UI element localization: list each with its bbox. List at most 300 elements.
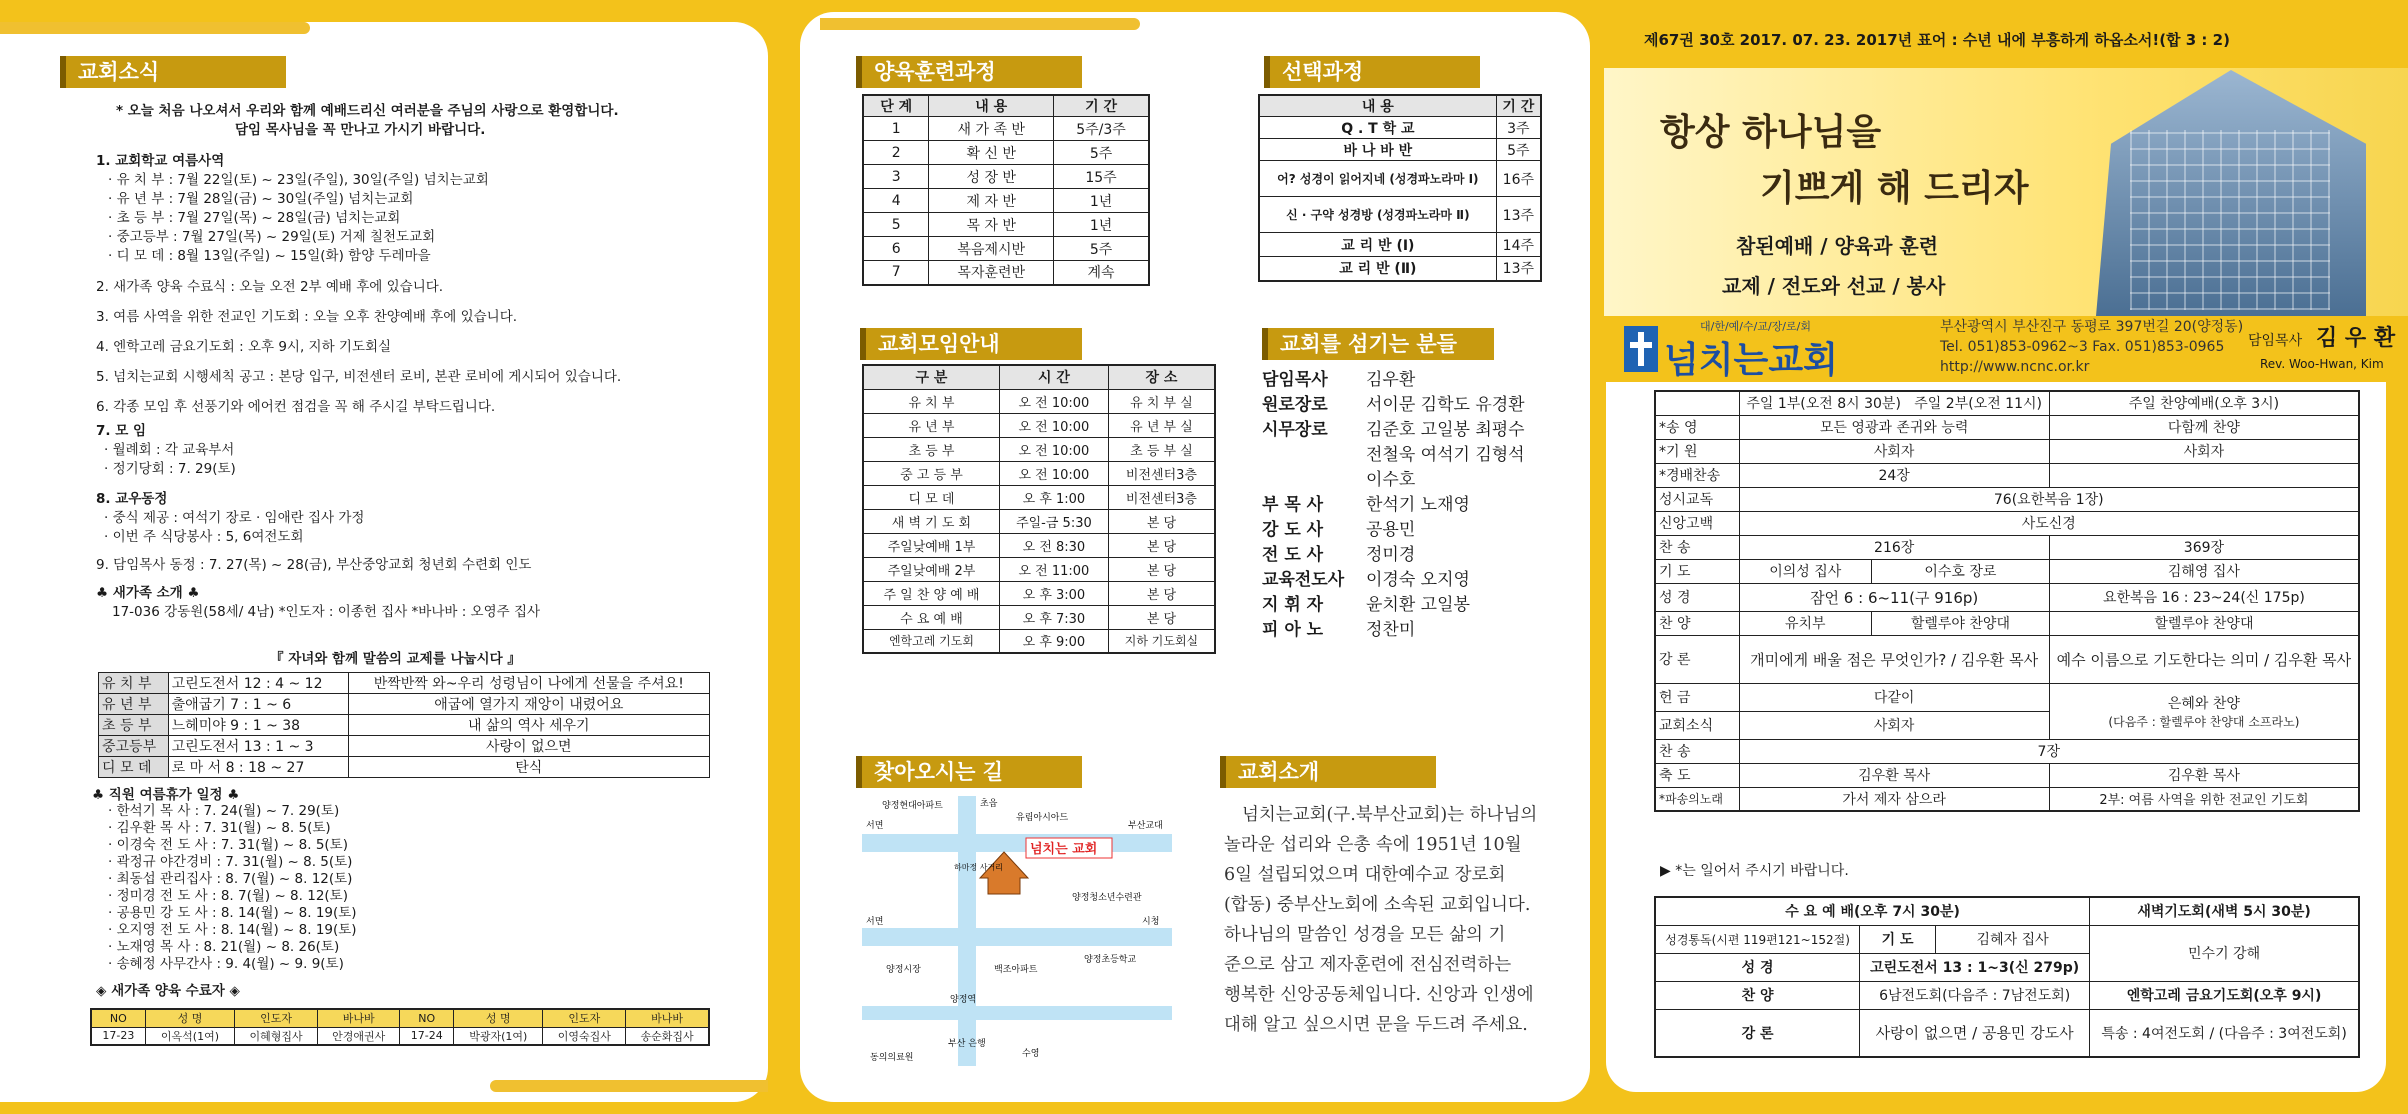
graduates-table [90,1008,710,1046]
elective-cell: 교 리 반 (Ⅰ) [1259,233,1496,257]
servant-row [1262,618,1525,643]
meeting-cell: 중 고 등 부 [863,461,999,485]
table-row [1259,161,1541,197]
left-bottom-ribbon [490,1080,768,1092]
table-row [1655,611,2359,635]
table-row [863,117,1149,141]
vacation-line: · 최동섭 관리집사 : 8. 7(월) ~ 8. 12(토) [108,871,353,887]
welcome-line-1: * 오늘 처음 나오셔서 우리와 함께 예배드리신 여러분을 주님의 사랑으로 환영합니다. [116,103,619,119]
middle-top-ribbon [820,18,1140,30]
vacation-line: · 공용민 강 도 사 : 8. 14(월) ~ 8. 19(토) [108,905,357,921]
table-row [863,485,1215,509]
worship-cell: 할렐루야 찬양대 [1872,611,2050,635]
wednesday-header: 수 요 예 배(오후 7시 30분) [1655,897,2090,925]
meeting-cell: 오 전 8:30 [999,533,1108,557]
training-cell: 목 자 반 [929,213,1054,237]
servant-row [1262,418,1525,443]
news-item-7-line: · 월례회 : 각 교육부서 [104,442,235,458]
worship-cell: 요한복음 16 : 23~24(신 175p) [2049,583,2359,611]
wed-cell: 사랑이 없으면 / 공용민 강도사 [1860,1009,2090,1057]
elective-cell: Q . T 학 교 [1259,117,1496,139]
table-row [863,509,1215,533]
servant-names: 윤치환 고일봉 [1366,595,1470,615]
meeting-cell: 수 요 예 배 [863,605,999,629]
table-row [1655,487,2359,511]
news-item-7: 7. 모 임 [96,423,147,439]
servant-role: 부 목 사 [1262,495,1324,515]
vacation-line: · 곽정규 야간경비 : 7. 31(월) ~ 8. 5(토) [108,854,353,870]
meeting-cell: 유 치 부 실 [1108,389,1215,413]
worship-cell: 유치부 [1739,611,1872,635]
section-title-meetings: 교회모임안내 [860,328,1082,360]
table-row [1259,233,1541,257]
table-row [863,605,1215,629]
worship-item: *경배찬송 [1655,463,1739,487]
news-item-8-line: · 중식 제공 : 여석기 장로 · 임애란 집사 가정 [104,510,365,526]
worship-item: 강 론 [1655,635,1739,683]
news-item-1-line: · 중고등부 : 7월 27일(목) ~ 29일(토) 거제 칠천도교회 [108,229,436,245]
building-grid [2130,130,2330,310]
section-title-training: 양육훈련과정 [856,56,1082,88]
servant-role: 원로장로 [1262,395,1328,415]
word-topic: 내 삶의 역사 세우기 [348,715,709,736]
servant-names: 김우환 [1366,370,1416,390]
road [958,796,976,1066]
intro-line: 준으로 삼고 제자훈련에 전심전력하는 [1224,955,1512,975]
table-row [1655,415,2359,439]
worship-cell: 개미에게 배울 점은 무엇인가? / 김우환 목사 [1739,635,2049,683]
worship-item: *파송의노래 [1655,787,1739,811]
meeting-cell: 유 치 부 [863,389,999,413]
vacation-line: · 이경숙 전 도 사 : 7. 31(월) ~ 8. 5(토) [108,837,348,853]
worship-cell: 잠언 6 : 6~11(구 916p) [1739,583,2049,611]
worship-cell: 216장 [1739,535,2049,559]
table-row [1655,559,2359,583]
table-row [1259,197,1541,233]
servant-row [1262,368,1525,393]
welcome-line-2: 담임 목사님을 꼭 만나고 가시기 바랍니다. [235,122,486,138]
meeting-cell: 초 등 부 [863,437,999,461]
grad-cell: 이옥석(1여) [145,1027,234,1045]
road [862,834,1172,852]
training-cell: 5주/3주 [1054,117,1149,141]
intro-line: 대해 알고 싶으시면 문을 두드려 주세요. [1224,1015,1528,1035]
meeting-cell: 초 등 부 실 [1108,437,1215,461]
table-row [863,557,1215,581]
grad-col: 인도자 [543,1009,626,1027]
table-row [863,165,1149,189]
intro-line: 넘치는교회(구.북부산교회)는 하나님의 [1242,805,1538,825]
news-item-8: 8. 교우동정 [96,491,168,507]
training-col: 기 간 [1054,95,1149,117]
cover-motto-2: 교제 / 전도와 선교 / 봉사 [1722,274,1946,298]
servant-row [1262,443,1525,468]
worship-cell: 모든 영광과 존귀와 능력 [1739,415,2049,439]
worship-col [1655,391,1739,415]
vacation-heading: ♣ 직원 여름휴가 일정 ♣ [92,787,240,803]
table-row [1655,897,2359,925]
road [862,928,1172,946]
issue-header: 제67권 30호 2017. 07. 23. 2017년 표어 : 수년 내에 부흥하게 하옵소서!(합 3 : 2) [1644,31,2230,49]
grad-col: NO [91,1009,145,1027]
news-item-5: 5. 넘치는교회 시행세칙 공고 : 본당 입구, 비전센터 로비, 본관 로비에 게시되어 있습니다. [96,369,622,385]
servant-role: 교육전도사 [1262,570,1345,590]
worship-cell [2049,683,2359,739]
table-row [1655,463,2359,487]
grad-cell: 17-23 [91,1027,145,1045]
new-family-heading: ♣ 새가족 소개 ♣ [96,585,200,601]
meeting-cell: 비전센터3층 [1108,485,1215,509]
word-topic: 사랑이 없으면 [348,736,709,757]
grad-cell: 송순화집사 [626,1027,709,1045]
dawn-cell: 엔학고레 금요기도회(오후 9시) [2090,981,2359,1009]
table-row [863,389,1215,413]
table-row [1655,583,2359,611]
training-cell: 4 [863,189,929,213]
training-cell: 5 [863,213,929,237]
meeting-cell: 본 당 [1108,557,1215,581]
worship-item: 축 도 [1655,763,1739,787]
grad-cell: 안경애권사 [317,1027,400,1045]
table-row [1655,1009,2359,1057]
word-passage: 고린도전서 12 : 4 ~ 12 [168,673,348,694]
worship-cell: 7장 [1739,739,2359,763]
worship-item: 찬 송 [1655,535,1739,559]
training-table [862,94,1150,286]
church-name: 넘치는교회 [1664,340,1838,381]
elective-cell: 어? 성경이 읽어지네 (성경파노라마 Ⅰ) [1259,161,1496,197]
meeting-cell: 새 벽 기 도 회 [863,509,999,533]
elective-cell: 바 나 바 반 [1259,139,1496,161]
directions-map [862,796,1172,1066]
training-cell: 계속 [1054,261,1149,285]
word-topic: 애굽에 열가지 재앙이 내렸어요 [348,694,709,715]
pastor-label: 담임목사 [2248,333,2303,349]
training-cell: 성 장 반 [929,165,1054,189]
elective-cell: 13주 [1496,257,1541,281]
news-item-1-line: · 디 모 데 : 8월 13일(주일) ~ 15일(화) 함양 두레마을 [108,248,431,264]
cover-motto-1: 참된예배 / 양육과 훈련 [1736,234,1939,258]
vacation-line: · 노재영 목 사 : 8. 21(월) ~ 8. 26(토) [108,939,340,955]
map-label: 서면 [866,821,884,831]
cover-slogan-2: 기쁘게 해 드리자 [1760,168,2029,209]
servant-names: 이수호 [1366,470,1416,490]
map-label: 유림아시아드 [1016,813,1069,823]
worship-cell: 사회자 [1739,711,2049,739]
grad-col: 성 명 [145,1009,234,1027]
elective-cell: 교 리 반 (Ⅱ) [1259,257,1496,281]
meeting-cell: 오 전 10:00 [999,461,1108,485]
wed-cell: 성경통독(시편 119편121~152절) [1655,925,1860,953]
pastor-english: Rev. Woo-Hwan, Kim [2260,357,2384,371]
worship-cell: 24장 [1739,463,2049,487]
servant-role: 강 도 사 [1262,520,1324,540]
intro-line: 6일 설립되었으며 대한예수교 장로회 [1224,865,1506,885]
graduates-heading: ◈ 새가족 양육 수료자 ◈ [96,983,240,999]
table-row [91,1009,709,1027]
church-phone: Tel. 051)853-0962~3 Fax. 051)853-0965 [1940,339,2225,355]
meeting-cell: 주일낮예배 1부 [863,533,999,557]
table-row [1655,739,2359,763]
table-row [863,581,1215,605]
vacation-line: · 오지영 전 도 사 : 8. 14(월) ~ 8. 19(토) [108,922,357,938]
servants-list [1262,368,1525,643]
table-row [99,715,710,736]
news-item-9: 9. 담임목사 동정 : 7. 27(목) ~ 28(금), 부산중앙교회 청년회 수련회 인도 [96,557,532,573]
training-cell: 2 [863,141,929,165]
vacation-line: · 한석기 목 사 : 7. 24(월) ~ 7. 29(토) [108,803,340,819]
training-cell: 목자훈련반 [929,261,1054,285]
table-row [1259,95,1541,117]
worship-cell: 가서 제자 삼으라 [1739,787,2049,811]
meetings-table [862,364,1216,654]
vacation-line: · 정미경 전 도 사 : 8. 7(월) ~ 8. 12(토) [108,888,348,904]
section-title-church-news: 교회소식 [60,56,286,88]
training-cell: 제 자 반 [929,189,1054,213]
word-topic: 탄식 [348,757,709,778]
road [862,1006,958,1020]
map-label: 양정역 [950,995,977,1005]
meeting-cell: 오 후 3:00 [999,581,1108,605]
table-row [91,1027,709,1045]
servant-names: 공용민 [1366,520,1416,540]
worship-item: *기 원 [1655,439,1739,463]
table-row [863,189,1149,213]
training-cell: 5주 [1054,141,1149,165]
worship-cell: 사회자 [1739,439,2049,463]
meeting-cell: 본 당 [1108,509,1215,533]
table-row [1655,635,2359,683]
worship-cell: 김우환 목사 [1739,763,2049,787]
meeting-cell: 오 전 11:00 [999,557,1108,581]
training-cell: 새 가 족 반 [929,117,1054,141]
servant-role: 피 아 노 [1262,620,1324,640]
meeting-col: 장 소 [1108,365,1215,389]
servant-role: 전 도 사 [1262,545,1324,565]
worship-cell: 다함께 찬양 [2049,415,2359,439]
meeting-cell: 오 후 1:00 [999,485,1108,509]
grad-cell: 이영숙집사 [543,1027,626,1045]
table-row [863,533,1215,557]
meeting-cell: 주 일 찬 양 예 배 [863,581,999,605]
servant-role: 담임목사 [1262,370,1328,390]
table-row [863,141,1149,165]
worship-cell: 2부: 여름 사역을 위한 전교인 기도회 [2049,787,2359,811]
grad-col: 바나바 [317,1009,400,1027]
news-item-3: 3. 여름 사역을 위한 전교인 기도회 : 오늘 오후 찬양예배 후에 있습니다. [96,309,518,325]
servant-names: 서이문 김학도 유경환 [1366,395,1525,415]
training-cell: 복음제시반 [929,237,1054,261]
map-label: 수영 [1022,1049,1040,1059]
servant-names: 전철욱 여석기 김형석 [1366,445,1525,465]
word-table-title: 『 자녀와 함께 말씀의 교제를 나눕시다 』 [270,651,521,667]
training-cell: 15주 [1054,165,1149,189]
logo-cross-bar [1630,342,1652,348]
table-row [1655,981,2359,1009]
meeting-cell: 본 당 [1108,605,1215,629]
wed-cell: 김혜자 집사 [1936,925,2090,953]
grad-col: NO [400,1009,454,1027]
meeting-col: 구 분 [863,365,999,389]
worship-cell: 김우환 목사 [2049,763,2359,787]
worship-cell: 예수 이름으로 기도한다는 의미 / 김우환 목사 [2049,635,2359,683]
servant-names: 한석기 노재영 [1366,495,1470,515]
wed-cell: 성 경 [1655,953,1860,981]
church-address: 부산광역시 부산진구 동평로 397번길 20(양정동) [1940,319,2244,335]
intro-line: 하나님의 말씀인 성경을 모든 삶의 기 [1224,925,1506,945]
table-row [863,461,1215,485]
map-label: 하마정 사거리 [954,863,1003,872]
table-row [99,673,710,694]
cover-slogan-1: 항상 하나님을 [1660,112,1882,153]
map-label: 양정청소년수련관 [1072,893,1142,903]
wed-cell: 기 도 [1860,925,1936,953]
table-row [99,736,710,757]
word-dept: 초 등 부 [99,715,169,736]
worship-col-2: 주일 2부(오전 11시) [1914,396,2042,413]
news-item-8-line: · 이번 주 식당봉사 : 5, 6여전도회 [104,529,304,545]
table-row [863,437,1215,461]
servant-names: 정찬미 [1366,620,1416,640]
grad-col: 바나바 [626,1009,709,1027]
table-row [863,237,1149,261]
meeting-cell: 본 당 [1108,533,1215,557]
section-title-intro: 교회소개 [1220,756,1436,788]
section-title-directions: 찾아오시는 길 [856,756,1082,788]
table-row [863,261,1149,285]
servant-role: 지 휘 자 [1262,595,1324,615]
word-passage: 출애굽기 7 : 1 ~ 6 [168,694,348,715]
map-label: 서면 [866,917,884,927]
worship-item: *송 영 [1655,415,1739,439]
wed-cell: 강 론 [1655,1009,1860,1057]
servant-names: 김준호 고일봉 최평수 [1366,420,1525,440]
wednesday-dawn-table [1654,896,2360,1058]
meeting-cell: 비전센터3층 [1108,461,1215,485]
elective-col: 기 간 [1496,95,1541,117]
worship-item: 헌 금 [1655,683,1739,711]
word-passage: 로 마 서 8 : 18 ~ 27 [168,757,348,778]
intro-line: 놀라운 섭리와 은총 속에 1951년 10월 [1224,835,1522,855]
map-label: 부산교대 [1128,821,1163,831]
worship-cell: 다같이 [1739,683,2049,711]
elective-cell: 14주 [1496,233,1541,257]
training-col: 단 계 [863,95,929,117]
table-row [1259,117,1541,139]
worship-item: 성시교독 [1655,487,1739,511]
news-item-6: 6. 각종 모임 후 선풍기와 에어컨 점검을 꼭 해 주시길 부탁드립니다. [96,399,496,415]
map-label: 동의의료원 [870,1053,914,1063]
table-row [1655,787,2359,811]
elective-cell: 13주 [1496,197,1541,233]
servant-row [1262,593,1525,618]
worship-order-table [1654,390,2360,812]
wed-cell: 찬 양 [1655,981,1860,1009]
meeting-cell: 주일낮예배 2부 [863,557,999,581]
intro-line: (합동) 중부산노회에 소속된 교회입니다. [1224,895,1531,915]
dawn-cell: 민수기 강해 [2090,925,2359,981]
training-cell: 확 신 반 [929,141,1054,165]
meeting-cell: 오 전 10:00 [999,437,1108,461]
table-row [1259,139,1541,161]
map-label: 백조아파트 [994,965,1038,975]
offering-text: 은혜와 찬양 [2167,695,2240,712]
map-label: 초읍 [980,799,998,809]
wed-cell: 고린도전서 13 : 1~3(신 279p) [1860,953,2090,981]
section-title-elective: 선택과정 [1264,56,1480,88]
news-item-1-line: · 유 년 부 : 7월 28일(금) ~ 30일(주일) 넘치는교회 [108,191,414,207]
meeting-cell: 오 전 10:00 [999,413,1108,437]
word-passage: 느헤미야 9 : 1 ~ 38 [168,715,348,736]
map-label: 양정초등학교 [1084,955,1137,965]
table-row [99,757,710,778]
word-dept: 디 모 데 [99,757,169,778]
road [958,1006,1172,1020]
worship-cell: 할렐루야 찬양대 [2049,611,2359,635]
worship-item: 신앙고백 [1655,511,1739,535]
worship-item: 찬 양 [1655,611,1739,635]
meeting-cell: 디 모 데 [863,485,999,509]
training-cell: 5주 [1054,237,1149,261]
worship-cell: 이수호 장로 [1872,559,2050,583]
wed-cell: 6남전도회(다음주 : 7남전도회) [1860,981,2090,1009]
next-week-text: (다음주 : 할렐루야 찬양대 소프라노) [2108,714,2300,729]
worship-col [1739,391,2049,415]
word-passage: 고린도전서 13 : 1 ~ 3 [168,736,348,757]
meeting-cell: 주일-금 5:30 [999,509,1108,533]
table-row [1655,391,2359,415]
table-row [99,694,710,715]
servant-row [1262,393,1525,418]
word-dept: 중고등부 [99,736,169,757]
standing-note: ▶ *는 일어서 주시기 바랍니다. [1660,863,1849,879]
training-cell: 1년 [1054,189,1149,213]
table-row [1655,925,2359,953]
servant-names: 정미경 [1366,545,1416,565]
worship-col-1: 주일 1부(오전 8시 30분) [1746,396,1901,413]
church-denomination: 대/한/예/수/교/장/로/회 [1700,320,1811,333]
training-cell: 1년 [1054,213,1149,237]
map-label: 양정시장 [886,965,921,975]
news-item-1-line: · 초 등 부 : 7월 27일(목) ~ 28일(금) 넘치는교회 [108,210,401,226]
intro-text [1224,800,1537,1040]
worship-cell: 이의성 집사 [1739,559,1872,583]
map-label: 시청 [1142,917,1160,927]
word-dept: 유 치 부 [99,673,169,694]
new-family-line: 17-036 강동원(58세/ 4남) *인도자 : 이종헌 집사 *바나바 : 오영주 집사 [112,604,541,620]
training-cell: 7 [863,261,929,285]
servant-row [1262,543,1525,568]
meeting-cell: 엔학고레 기도회 [863,629,999,653]
servant-row [1262,518,1525,543]
meeting-cell: 유 년 부 [863,413,999,437]
dawn-header: 새벽기도회(새벽 5시 30분) [2090,897,2359,925]
elective-cell: 5주 [1496,139,1541,161]
meeting-cell: 오 전 10:00 [999,389,1108,413]
dawn-cell: 특송 : 4여전도회 / (다음주 : 3여전도회) [2090,1009,2359,1057]
meeting-cell: 본 당 [1108,581,1215,605]
servant-role: 시무장로 [1262,420,1328,440]
elective-cell: 신 · 구약 성경방 (성경파노라마 Ⅱ) [1259,197,1496,233]
table-row [1655,439,2359,463]
meeting-col: 시 간 [999,365,1108,389]
grad-cell: 박광자(1여) [454,1027,543,1045]
servant-names: 이경숙 오지영 [1366,570,1470,590]
servant-row [1262,468,1525,493]
worship-cell: 김해영 집사 [2049,559,2359,583]
servant-row [1262,568,1525,593]
grad-cell: 17-24 [400,1027,454,1045]
